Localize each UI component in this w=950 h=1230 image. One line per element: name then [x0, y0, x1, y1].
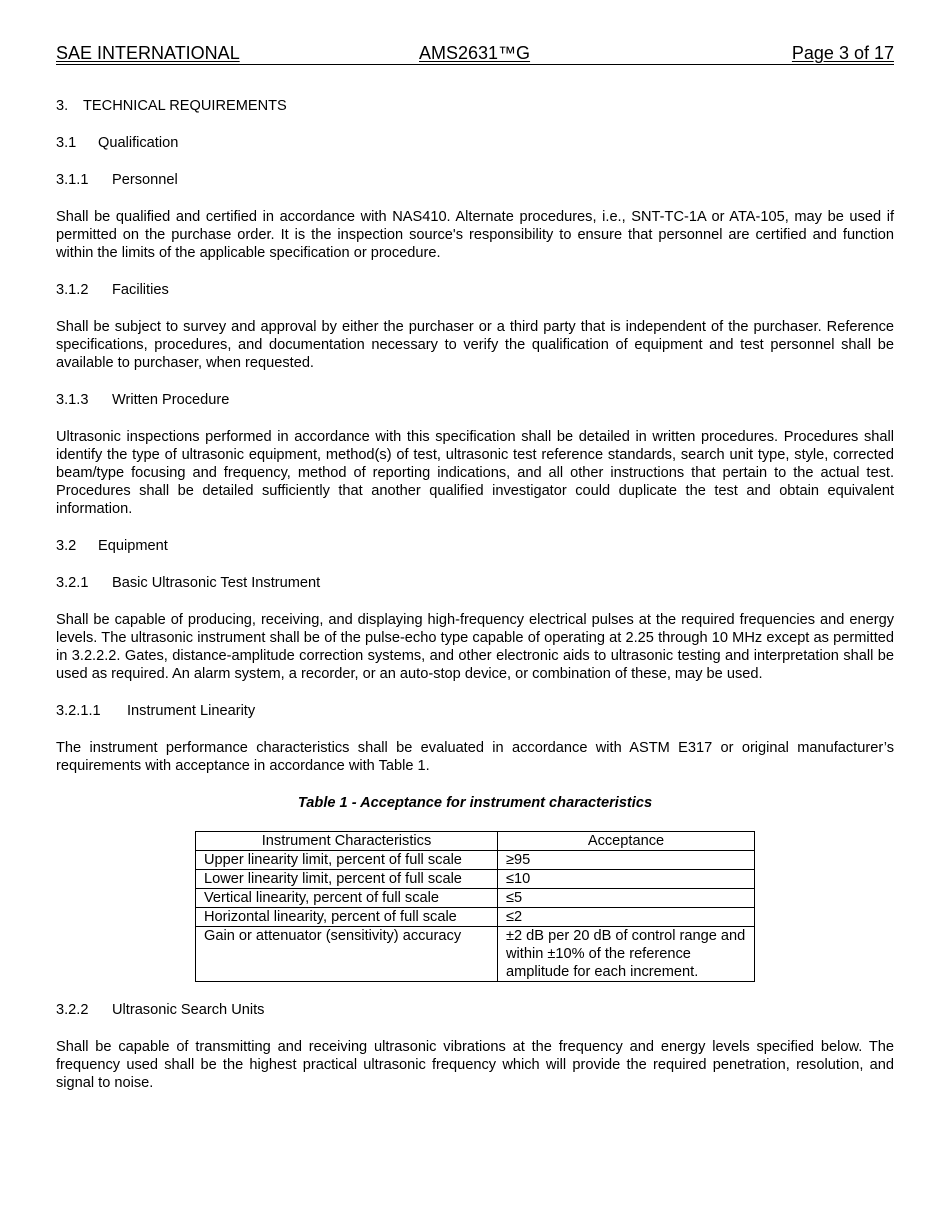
section-number: 3.2.1.1	[56, 703, 101, 719]
section-heading	[56, 281, 894, 299]
paragraph: Shall be capable of transmitting and receiving ultrasonic vibrations at the frequency and energy levels specified below. The frequency used shall be the highest practical ultrasonic frequency which will provide the required penetration, resolution, and signal to noise.	[56, 1039, 894, 1091]
table-row	[196, 927, 755, 982]
section-title: Written Procedure	[112, 392, 230, 408]
section-title: Ultrasonic Search Units	[112, 1002, 265, 1018]
section-heading	[56, 391, 894, 409]
table-caption: Table 1 - Acceptance for instrument characteristics	[297, 795, 653, 811]
section-number: 3.1.3	[56, 392, 89, 408]
section-number: 3.1	[56, 135, 77, 151]
section-title: Basic Ultrasonic Test Instrument	[112, 575, 321, 591]
section-heading	[56, 171, 894, 189]
section-number: 3.	[56, 98, 69, 114]
acceptance-table	[195, 831, 755, 982]
section-number: 3.1.2	[56, 282, 89, 298]
section-title: Instrument Linearity	[127, 703, 256, 719]
paragraph: Ultrasonic inspections performed in accordance with this specification shall be detailed in written procedures. Procedures shall identify the type of ultrasonic equipment, method(s) of test, ultrasonic test reference standards, search unit type, style, corrected beam/type focusing and frequency, method of reporting indications, and all other instructions that pertain to the actual test. Procedures shall be detailed sufficiently that another qualified investigator could duplicate the test and obtain equivalent information.	[56, 429, 894, 517]
header-organization: SAE INTERNATIONAL	[56, 43, 240, 63]
section-title: TECHNICAL REQUIREMENTS	[83, 98, 287, 114]
table-row	[196, 889, 755, 908]
column-header: Acceptance	[498, 832, 755, 851]
table-cell: Vertical linearity, percent of full scale	[196, 889, 498, 908]
section-title: Personnel	[112, 172, 178, 188]
section-heading	[56, 702, 894, 720]
paragraph: The instrument performance characteristics shall be evaluated in accordance with ASTM E317 or original manufacturer’s requirements with acceptance in accordance with Table 1.	[56, 740, 894, 774]
section-heading	[56, 134, 894, 152]
column-header: Instrument Characteristics	[196, 832, 498, 851]
table-cell: Gain or attenuator (sensitivity) accuracy	[196, 927, 498, 982]
section-heading	[56, 1001, 894, 1019]
table-cell: Lower linearity limit, percent of full scale	[196, 870, 498, 889]
document-body	[56, 97, 894, 1111]
section-title: Equipment	[98, 538, 168, 554]
section-number: 3.2.1	[56, 575, 89, 591]
table-row	[196, 870, 755, 889]
section-heading	[56, 574, 894, 592]
section-title: Facilities	[112, 282, 169, 298]
table-row	[196, 851, 755, 870]
header-page-number: Page 3 of 17	[791, 43, 894, 63]
paragraph: Shall be capable of producing, receiving, and displaying high-frequency electrical pulses at the required frequencies and energy levels. The ultrasonic instrument shall be of the pulse-echo type capable of operating at 2.25 through 10 MHz except as permitted in 3.2.2.2. Gates, distance-amplitude correction systems, and other electronic aids to ultrasonic testing and interpretation shall be used as required. An alarm system, a recorder, or an auto-stop device, or combination of these, may be used.	[56, 612, 894, 682]
section-number: 3.2	[56, 538, 77, 554]
section-heading	[56, 97, 894, 115]
paragraph: Shall be subject to survey and approval by either the purchaser or a third party that is independent of the purchaser. Reference specifications, procedures, and documentation necessary to verify the qualification of equipment and test personnel shall be available to purchaser, when requested.	[56, 319, 894, 371]
table-cell: ≤2	[498, 908, 755, 927]
table-row	[196, 908, 755, 927]
table-cell: ≤10	[498, 870, 755, 889]
table-cell: ±2 dB per 20 dB of control range and within ±10% of the reference amplitude for each increment.	[498, 927, 755, 982]
table-header-row	[196, 832, 755, 851]
section-title: Qualification	[98, 135, 179, 151]
page-header	[56, 43, 894, 65]
header-document-id: AMS2631™G	[419, 43, 531, 63]
section-heading	[56, 537, 894, 555]
paragraph: Shall be qualified and certified in accordance with NAS410. Alternate procedures, i.e., SNT-TC-1A or ATA-105, may be used if permitted on the purchase order. It is the inspection source's responsibility to ensure that personnel are certified and function within the limits of the applicable specification or procedure.	[56, 209, 894, 261]
table-cell: ≤5	[498, 889, 755, 908]
table-cell: ≥95	[498, 851, 755, 870]
section-number: 3.1.1	[56, 172, 89, 188]
table-cell: Upper linearity limit, percent of full scale	[196, 851, 498, 870]
table-cell: Horizontal linearity, percent of full scale	[196, 908, 498, 927]
section-number: 3.2.2	[56, 1002, 89, 1018]
